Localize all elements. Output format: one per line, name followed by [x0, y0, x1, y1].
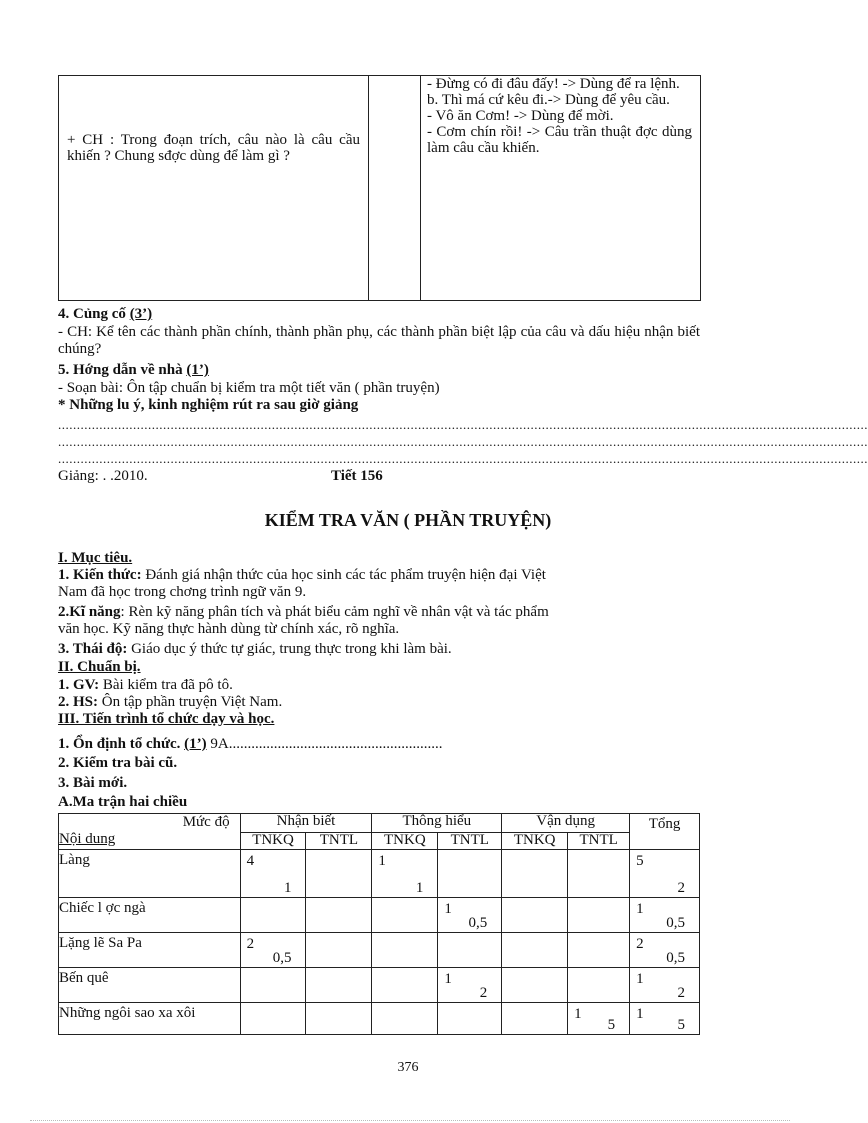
sub-header: TNKQ [240, 833, 306, 850]
dotted-line: ........................................................................................................................................................................................................................ [58, 417, 868, 432]
matrix-cell [372, 1003, 438, 1035]
question-count: 4 [246, 853, 255, 869]
matrix-cell [306, 933, 372, 968]
sub-header: TNTL [568, 833, 630, 850]
gv-line: 1. GV: Bài kiểm tra đã pô tô. [58, 677, 233, 693]
matrix-cell [502, 968, 568, 1003]
score-value: 0,5 [666, 950, 685, 966]
skill-line-2: văn học. Kỹ năng thực hành dùng từ chính xác, rõ nghĩa. [58, 621, 400, 637]
notes-heading: * Những lu ý, kinh nghiệm rút ra sau giờ giảng [58, 397, 359, 413]
matrix-cell [306, 1003, 372, 1035]
group-header: Thông hiểu [372, 814, 502, 833]
total-header: Tổng [630, 814, 700, 850]
step2-line: 2. Kiểm tra bài cũ. [58, 755, 178, 771]
content-name-cell: Làng [59, 850, 241, 898]
step3-line: 3. Bài mới. [58, 775, 128, 791]
question-count: 1 [378, 853, 386, 869]
footer-divider [30, 1120, 790, 1121]
step1-line: 1. Ổn định tổ chức. (1’) 9A......................................................... [58, 736, 443, 752]
lesson-date: Giảng: . .2010. [58, 468, 148, 484]
answer-cell [421, 76, 701, 301]
score-value: 2 [479, 985, 488, 1001]
lesson-activity-table [58, 75, 701, 301]
question-count: 2 [636, 936, 644, 952]
answer-line: - Vô ăn Cơm! -> Dùng để mời. [427, 108, 614, 124]
question-count: 1 [574, 1006, 582, 1022]
level-label: Mức độ [182, 814, 230, 830]
score-value: 0,5 [468, 915, 488, 931]
score-value: 2 [677, 985, 685, 1001]
content-name-cell: Những ngôi sao xa xôi [59, 1003, 241, 1035]
matrix-cell [568, 1003, 630, 1035]
score-value: 0,5 [272, 950, 292, 966]
matrix-cell [306, 898, 372, 933]
matrix-cell [240, 968, 306, 1003]
question-count: 1 [444, 901, 452, 917]
matrix-cell [630, 933, 700, 968]
matrix-cell [630, 1003, 700, 1035]
procedure-heading: III. Tiến trình tổ chức dạy và học. [58, 711, 275, 727]
preparation-heading: II. Chuẩn bị. [58, 659, 141, 675]
matrix-cell [502, 1003, 568, 1035]
matrix-cell [306, 850, 372, 898]
matrix-cell [438, 933, 502, 968]
matrix-cell [372, 933, 438, 968]
matrix-cell [438, 898, 502, 933]
sub-header: TNTL [438, 833, 502, 850]
matrix-cell [306, 968, 372, 1003]
matrix-cell [502, 898, 568, 933]
sub-header: TNTL [306, 833, 372, 850]
matrix-cell [438, 968, 502, 1003]
section5-text: - Soạn bài: Ôn tập chuẩn bị kiểm tra một tiết văn ( phần truyện) [58, 380, 440, 396]
matrix-cell [240, 1003, 306, 1035]
answer-line: - Đừng có đi đâu đấy! -> Dùng để ra lệnh. [427, 76, 680, 92]
matrix-corner-cell [59, 814, 241, 850]
knowledge-line-2: Nam đã học trong chơng trình ngữ văn 9. [58, 584, 307, 600]
matrix-cell [568, 850, 630, 898]
score-value: 0,5 [666, 915, 685, 931]
sub-header: TNKQ [372, 833, 438, 850]
table-row [59, 898, 700, 933]
dotted-line: ........................................................................................................................................................................................................................ [58, 434, 868, 449]
score-value: 5 [677, 1017, 685, 1033]
content-name-cell: Lặng lẽ Sa Pa [59, 933, 241, 968]
section5-heading: 5. Hớng dẫn về nhà (1’) [58, 362, 209, 378]
question-count: 1 [636, 971, 644, 987]
score-value: 2 [677, 880, 685, 896]
answer-line: - Cơm chín rồi! -> Câu trần thuật đợc dùng làm câu cầu khiến. [427, 124, 692, 156]
matrix-cell [372, 850, 438, 898]
table-row [59, 1003, 700, 1035]
table-row [59, 933, 700, 968]
question-count: 2 [246, 936, 255, 952]
matrix-cell [240, 933, 306, 968]
question-text: + CH : Trong đoạn trích, câu nào là câu cầu khiến ? Chung sđợc dùng để làm gì ? [67, 132, 360, 164]
section4-heading: 4. Củng cố (3’) [58, 306, 153, 322]
matrix-cell [568, 898, 630, 933]
matrix-cell [630, 898, 700, 933]
matrix-cell [438, 850, 502, 898]
content-name-cell: Bến quê [59, 968, 241, 1003]
assessment-matrix-table [58, 813, 700, 1035]
matrix-cell [568, 933, 630, 968]
matrix-cell [568, 968, 630, 1003]
knowledge-line: 1. Kiến thức: Đánh giá nhận thức của học sinh các tác phẩm truyện hiện đại Việt [58, 567, 546, 583]
matrix-cell [502, 850, 568, 898]
content-name-cell: Chiếc l ợc ngà [59, 898, 241, 933]
score-value: 5 [607, 1017, 616, 1033]
score-value: 1 [415, 880, 424, 896]
question-count: 1 [444, 971, 452, 987]
question-count: 1 [636, 1006, 644, 1022]
dotted-line: ........................................................................................................................................................................................................................ [58, 451, 868, 466]
matrix-cell [372, 898, 438, 933]
answer-line: b. Thì má cứ kêu đi.-> Dùng để yêu cầu. [427, 92, 670, 108]
skill-line: 2.Kĩ năng: Rèn kỹ năng phân tích và phát biểu cảm nghĩ về nhân vật và tác phẩm [58, 604, 549, 620]
group-header: Vận dụng [502, 814, 630, 833]
hs-line: 2. HS: Ôn tập phần truyện Việt Nam. [58, 694, 283, 710]
matrix-cell [240, 850, 306, 898]
sub-header: TNKQ [502, 833, 568, 850]
attitude-line: 3. Thái độ: Giáo dục ý thức tự giác, trung thực trong khi làm bài. [58, 641, 452, 657]
empty-cell [369, 76, 421, 301]
group-header: Nhận biết [240, 814, 372, 833]
page-number: 376 [397, 1060, 419, 1075]
matrix-cell [502, 933, 568, 968]
score-value: 1 [283, 880, 292, 896]
matrix-cell [630, 968, 700, 1003]
lesson-period: Tiết 156 [331, 468, 383, 484]
matrix-cell [438, 1003, 502, 1035]
matrix-title: A.Ma trận hai chiều [58, 794, 188, 810]
question-count: 5 [636, 853, 644, 869]
matrix-body [59, 850, 700, 1035]
table-row [59, 968, 700, 1003]
matrix-cell [630, 850, 700, 898]
matrix-cell [372, 968, 438, 1003]
table-row [59, 850, 700, 898]
page-title: KIỂM TRA VĂN ( PHẦN TRUYỆN) [264, 510, 552, 530]
question-count: 1 [636, 901, 644, 917]
content-label: Nội dung [59, 831, 116, 847]
section4-text: - CH: Kể tên các thành phần chính, thành phần phụ, các thành phần biệt lập của câu và dấu hiệu nhận biết chúng? [58, 324, 700, 357]
objectives-heading: I. Mục tiêu. [58, 550, 133, 566]
question-cell [59, 76, 369, 301]
matrix-cell [240, 898, 306, 933]
